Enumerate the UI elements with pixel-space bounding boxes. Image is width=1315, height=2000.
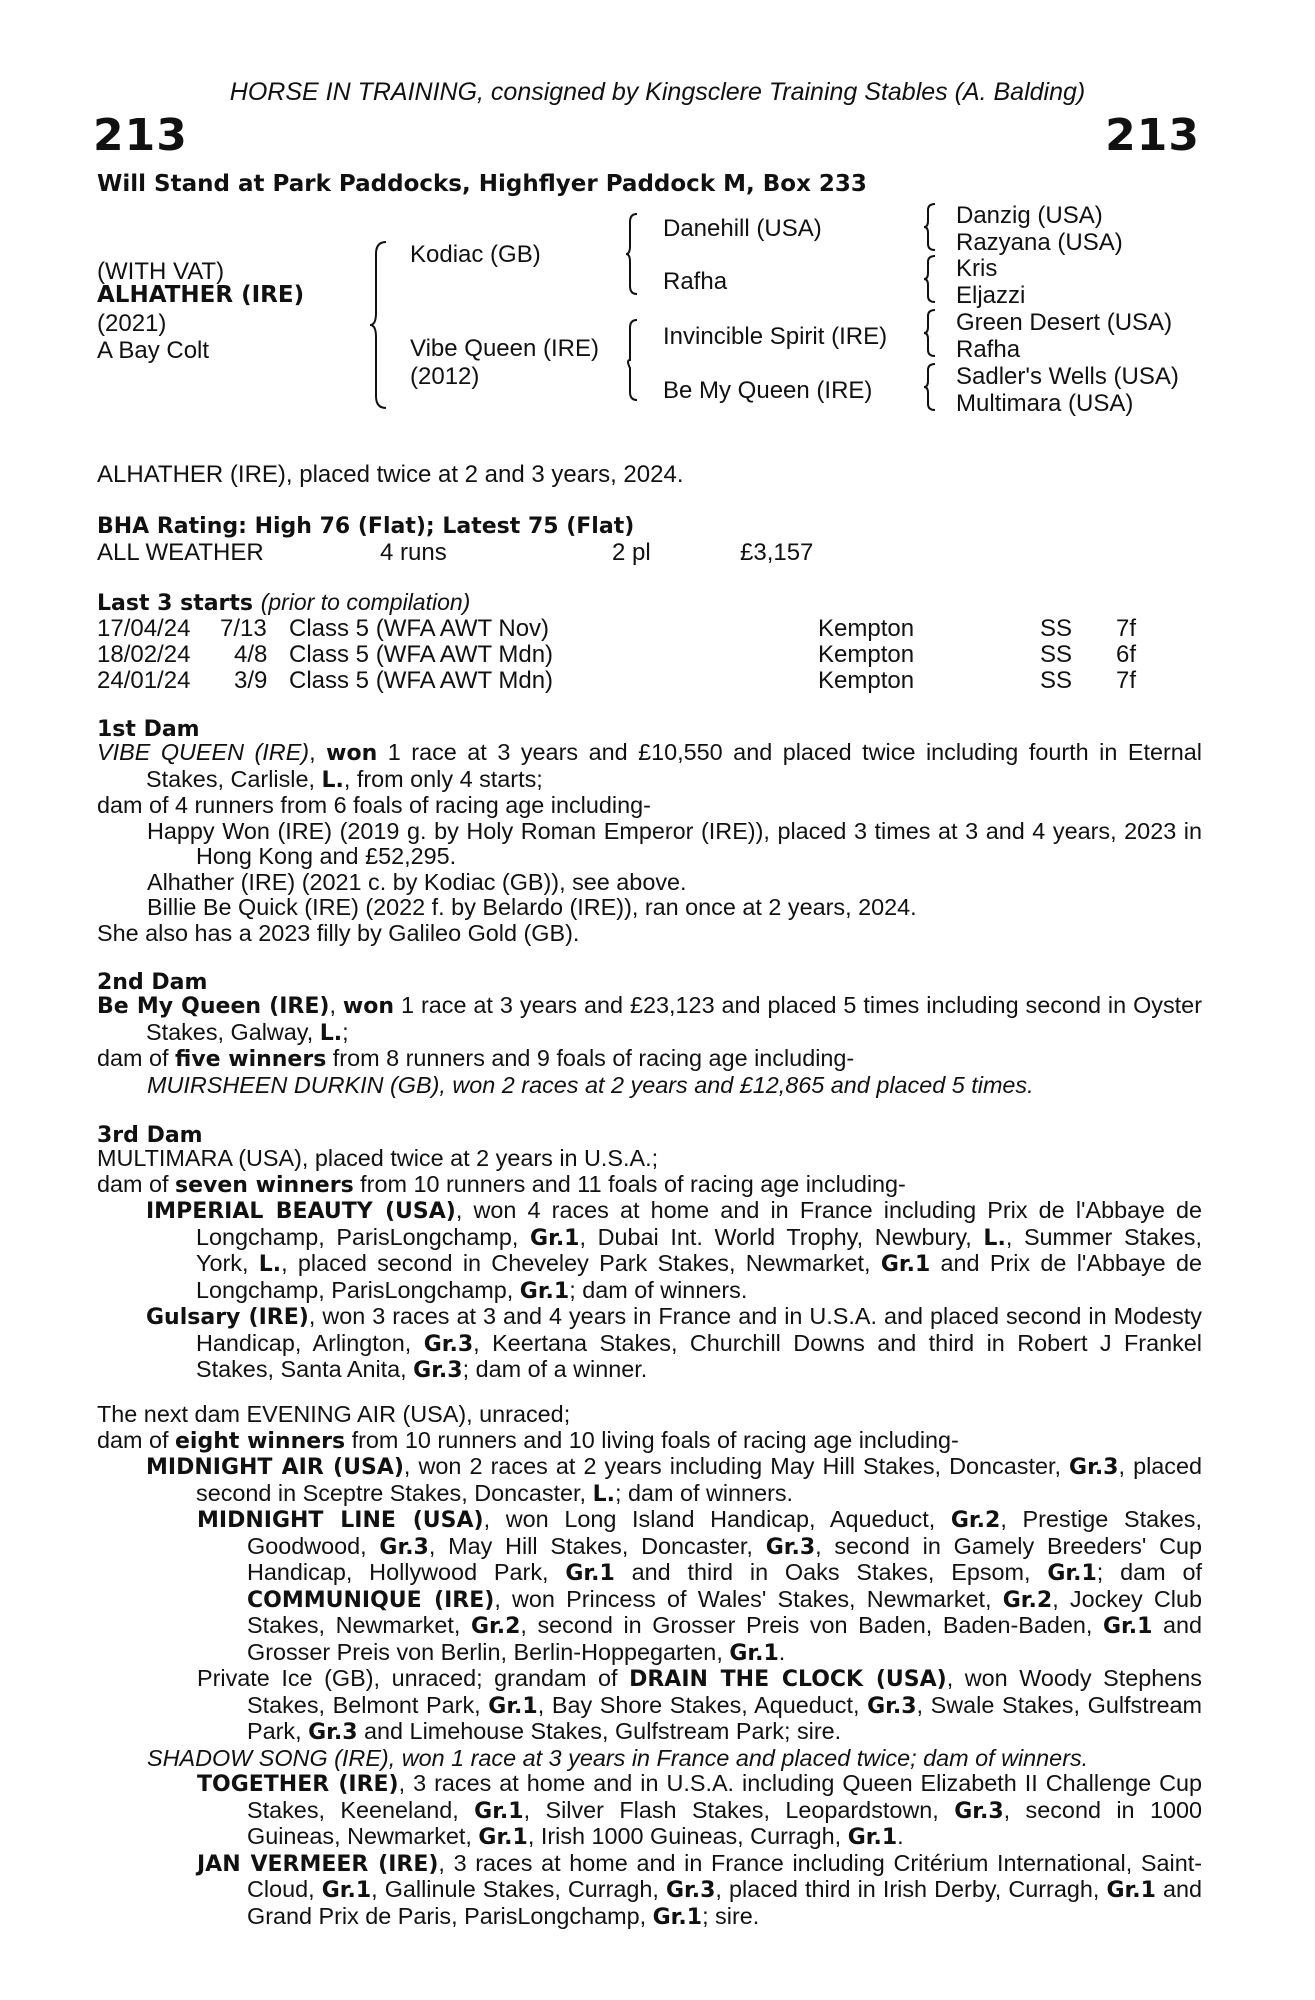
next-dam-intro: The next dam EVENING AIR (USA), unraced;: [97, 1401, 571, 1427]
third-dam-section: [97, 1146, 1202, 1384]
grade-label: Gr.3: [665, 1878, 716, 1903]
midnight-line-entry: MIDNIGHT LINE (USA), won Long Island Handicap, Aqueduct, Gr.2, Prestige Stakes, Goodwood, Gr.3, May Hill Stakes, Doncaster, Gr.3, second in Gamely Breeders' Cup Handicap, Hollywood Park, Gr.1 and third in Oaks Stakes, Epsom, Gr.1; dam of COMMUNIQUE (IRE), won Princess of Wales' Stakes, Newmarket, Gr.2, Jockey Club Stakes, Newmarket, Gr.2, second in Grosser Preis von Baden, Baden-Baden, Gr.1 and Grosser Preis von Berlin, Berlin-Hoppegarten, Gr.1.: [197, 1506, 1203, 1666]
pedigree-brace-g4: [922, 362, 938, 412]
start-position: 3/9: [234, 667, 268, 694]
pedigree-dam-dam: Be My Queen (IRE): [663, 377, 873, 404]
rating-runs: 4 runs: [380, 539, 447, 566]
pedigree-brace-sire: [624, 212, 640, 296]
shadow-song-entry: SHADOW SONG (IRE), won 1 race at 3 years in France and placed twice; dam of winners.: [147, 1744, 1089, 1771]
start-date: 18/02/24: [97, 641, 191, 668]
pedigree-sire-dam: Rafha: [663, 268, 728, 295]
consignment-line: HORSE IN TRAINING, consigned by Kingsclere Training Stables (A. Balding): [229, 78, 1086, 106]
grade-label: Gr.3: [1069, 1455, 1119, 1480]
third-dam-winners: seven winners: [175, 1172, 354, 1198]
start-date: 17/04/24: [97, 615, 191, 642]
grade-label: Gr.1: [1106, 1878, 1156, 1903]
grade-label: Gr.2: [470, 1614, 521, 1639]
grade-label: Gr.3: [867, 1693, 917, 1719]
grade-label: Gr.3: [954, 1798, 1004, 1824]
stand-location: Will Stand at Park Paddocks, Highflyer Paddock M, Box 233: [97, 171, 867, 197]
pedigree-dam-year: (2012): [410, 363, 480, 390]
next-dam-winners: eight winners: [175, 1428, 346, 1454]
grade-label: Gr.1: [847, 1825, 898, 1850]
start-going: SS: [1040, 641, 1073, 668]
listed-label: L.: [319, 1020, 343, 1046]
horse-description: A Bay Colt: [97, 337, 210, 364]
grade-label: Gr.3: [423, 1331, 474, 1357]
pedigree-g2: Razyana (USA): [956, 229, 1123, 256]
second-dam-record: 1 race at 3 years and £23,123 and placed 5 times including second in Oyster Stakes, Galway,: [146, 992, 1202, 1045]
pedigree-dam-sire: Invincible Spirit (IRE): [663, 323, 888, 350]
start-distance: 7f: [1116, 615, 1137, 642]
pedigree-brace-g2: [922, 254, 938, 304]
second-dam-won: won: [342, 994, 395, 1019]
lot-number-right: 213: [1105, 110, 1200, 161]
grade-label: Gr.1: [1102, 1614, 1153, 1639]
first-dam-heading: 1st Dam: [97, 717, 200, 742]
pedigree-g3: Kris: [956, 255, 998, 282]
pedigree-sire-sire: Danehill (USA): [663, 215, 822, 242]
first-dam-section: VIBE QUEEN (IRE), won 1 race at 3 years and £10,550 and placed twice including fourth in Eternal Stakes, Carlisle, L., from only 4 starts; dam of 4 runners from 6 foals of racing age including- Happy Won (IRE) (2019 g. by Holy Roman Emperor (IRE)), placed 3 times at 3 and 4 years, 2023 in Hong Kong and £52,295. Alhather (IRE) (2021 c. by Kodiac (GB)), see above. Billie Be Quick (IRE) (2022 f. by Belardo (IRE)), ran once at 2 years, 2024. She also has a 2023 filly by Galileo Gold (GB).: [97, 739, 1202, 946]
last-starts-note: (prior to compilation): [260, 589, 471, 615]
private-ice-entry: Private Ice (GB), unraced; grandam of DRAIN THE CLOCK (USA), won Woody Stephens Stakes, Belmont Park, Gr.1, Bay Shore Stakes, Aqueduct, Gr.3, Swale Stakes, Gulfstream Park, Gr.3 and Limehouse Stakes, Gulfstream Park; sire.: [197, 1665, 1203, 1745]
first-dam-foal-2: Alhather (IRE) (2021 c. by Kodiac (GB)), see above.: [147, 868, 687, 895]
pedigree-brace-g1: [922, 202, 938, 252]
second-dam-name: Be My Queen (IRE): [97, 994, 330, 1019]
imperial-beauty-name: IMPERIAL BEAUTY (USA): [146, 1199, 456, 1224]
pedigree-brace-g3: [922, 308, 938, 358]
start-position: 4/8: [234, 641, 268, 668]
last-starts-heading: [97, 589, 470, 616]
first-dam-record: 1 race at 3 years and £10,550 and placed twice including fourth in Eternal Stakes, Carlisle,: [146, 739, 1202, 792]
grade-label: Gr.1: [321, 1878, 372, 1903]
midnight-line-name: MIDNIGHT LINE (USA): [197, 1508, 484, 1533]
grade-label: Gr.1: [1047, 1561, 1097, 1586]
second-dam-heading: 2nd Dam: [97, 970, 208, 995]
start-distance: 6f: [1116, 641, 1137, 668]
third-dam-heading: 3rd Dam: [97, 1123, 203, 1148]
gulsary-name: Gulsary (IRE): [146, 1305, 309, 1330]
rating-placed: 2 pl: [612, 539, 651, 566]
horse-year: (2021): [97, 310, 167, 337]
grade-label: Gr.1: [478, 1825, 528, 1850]
start-going: SS: [1040, 667, 1073, 694]
first-dam-produce: dam of 4 runners from 6 foals of racing age including-: [97, 792, 651, 818]
grade-label: Gr.1: [519, 1278, 570, 1304]
listed-label: L.: [258, 1252, 282, 1277]
start-going: SS: [1040, 615, 1073, 642]
last-starts-title: Last 3 starts: [97, 591, 254, 616]
grade-label: Gr.2: [950, 1508, 1001, 1533]
first-dam-name: VIBE QUEEN (IRE): [97, 739, 310, 765]
third-dam-produce-a: dam of: [97, 1170, 176, 1197]
together-entry: TOGETHER (IRE), 3 races at home and in U.S.A. including Queen Elizabeth II Challenge Cup Stakes, Keeneland, Gr.1, Silver Flash Stakes, Leopardstown, Gr.3, second in 1000 Guineas, Newmarket, Gr.1, Irish 1000 Guineas, Curragh, Gr.1.: [197, 1770, 1202, 1850]
jan-vermeer-entry: JAN VERMEER (IRE), 3 races at home and in France including Critérium International, Saint-Cloud, Gr.1, Gallinule Stakes, Curragh, Gr.3, placed third in Irish Derby, Curragh, Gr.1 and Grand Prix de Paris, ParisLongchamp, Gr.1; sire.: [197, 1849, 1202, 1930]
grade-label: Gr.1: [565, 1561, 615, 1586]
grade-label: Gr.1: [729, 1640, 779, 1666]
start-race: Class 5 (WFA AWT Mdn): [289, 641, 554, 668]
next-dam-section: [97, 1402, 1202, 1930]
second-dam-winners: five winners: [175, 1047, 327, 1072]
vat-note: (WITH VAT): [97, 258, 225, 285]
pedigree-brace-main: [368, 240, 390, 410]
second-dam-produce-b: from 8 runners and 9 foals of racing age including-: [326, 1045, 855, 1071]
bha-rating: BHA Rating: High 76 (Flat); Latest 75 (Flat): [97, 514, 635, 539]
midnight-air-entry: MIDNIGHT AIR (USA), won 2 races at 2 years including May Hill Stakes, Doncaster, Gr.3, placed second in Sceptre Stakes, Doncaster, L.; dam of winners.: [146, 1453, 1202, 1507]
first-dam-won: won: [326, 741, 378, 766]
start-course: Kempton: [818, 667, 915, 694]
second-dam-foal-1: MUIRSHEEN DURKIN (GB), won 2 races at 2 years and £12,865 and placed 5 times.: [147, 1071, 1034, 1098]
lot-number-left: 213: [93, 110, 188, 161]
start-distance: 7f: [1116, 667, 1137, 694]
grade-label: Gr.1: [652, 1904, 703, 1930]
start-position: 7/13: [220, 615, 267, 642]
grade-label: Gr.1: [530, 1225, 580, 1251]
start-race: Class 5 (WFA AWT Mdn): [289, 667, 554, 694]
together-name: TOGETHER (IRE): [197, 1772, 399, 1797]
horse-name: ALHATHER (IRE): [97, 282, 305, 308]
drain-the-clock-name: DRAIN THE CLOCK (USA): [629, 1667, 947, 1692]
imperial-beauty-entry: IMPERIAL BEAUTY (USA), won 4 races at home and in France including Prix de l'Abbaye de Longchamp, ParisLongchamp, Gr.1, Dubai Int. World Trophy, Newbury, L., Summer Stakes, York, L., placed second in Cheveley Park Stakes, Newmarket, Gr.1 and Prix de l'Abbaye de Longchamp, ParisLongchamp, Gr.1; dam of winners.: [146, 1197, 1202, 1304]
second-dam-produce-a: dam of: [97, 1045, 176, 1071]
grade-label: Gr.3: [765, 1534, 816, 1560]
grade-label: Gr.1: [880, 1252, 931, 1277]
second-dam-section: Be My Queen (IRE), won 1 race at 3 years and £23,123 and placed 5 times including second in Oyster Stakes, Galway, L.; dam of five winners from 8 runners and 9 foals of racing age including- MUIRSHEEN DURKIN (GB), won 2 races at 2 years and £12,865 and placed 5 times.: [97, 992, 1202, 1098]
start-course: Kempton: [818, 641, 915, 668]
first-dam-foal-3: Billie Be Quick (IRE) (2022 f. by Belardo (IRE)), ran once at 2 years, 2024.: [147, 894, 917, 920]
pedigree-dam: Vibe Queen (IRE): [410, 335, 599, 362]
pedigree-g6: Rafha: [956, 336, 1021, 363]
pedigree-sire: Kodiac (GB): [410, 241, 541, 268]
grade-label: Gr.1: [474, 1798, 524, 1824]
next-dam-produce-b: from 10 runners and 10 living foals of racing age including-: [345, 1426, 959, 1453]
jan-vermeer-name: JAN VERMEER (IRE): [197, 1851, 439, 1877]
race-summary: ALHATHER (IRE), placed twice at 2 and 3 years, 2024.: [97, 461, 684, 488]
midnight-air-name: MIDNIGHT AIR (USA): [146, 1455, 404, 1480]
grade-label: Gr.1: [488, 1693, 538, 1719]
listed-label: L.: [321, 767, 344, 793]
communique-name: COMMUNIQUE (IRE): [247, 1587, 495, 1613]
start-race: Class 5 (WFA AWT Nov): [289, 615, 550, 642]
start-course: Kempton: [818, 615, 915, 642]
first-dam-extra: She also has a 2023 filly by Galileo Gold (GB).: [97, 919, 580, 946]
gulsary-entry: Gulsary (IRE), won 3 races at 3 and 4 years in France and in U.S.A. and placed second in Modesty Handicap, Arlington, Gr.3, Keertana Stakes, Churchill Downs and third in Robert J Frankel Stakes, Santa Anita, Gr.3; dam of a winner.: [146, 1303, 1202, 1383]
listed-label: L.: [592, 1481, 615, 1507]
second-dam-record-end: ;: [342, 1018, 349, 1045]
start-date: 24/01/24: [97, 667, 191, 694]
third-dam-record: MULTIMARA (USA), placed twice at 2 years in U.S.A.;: [97, 1145, 659, 1171]
pedigree-g5: Green Desert (USA): [956, 309, 1173, 336]
pedigree-g4: Eljazzi: [956, 282, 1026, 309]
grade-label: Gr.3: [308, 1720, 358, 1745]
pedigree-g1: Danzig (USA): [956, 202, 1103, 229]
rating-earnings: £3,157: [740, 539, 814, 566]
grade-label: Gr.3: [413, 1358, 463, 1383]
first-dam-record-end: , from only 4 starts;: [343, 765, 543, 792]
first-dam-foal-1: Happy Won (IRE) (2019 g. by Holy Roman Emperor (IRE)), placed 3 times at 3 and 4 years, 2023 in Hong Kong and £52,295.: [147, 817, 1202, 869]
grade-label: Gr.3: [379, 1534, 429, 1560]
rating-surface: ALL WEATHER: [97, 539, 264, 566]
pedigree-brace-dam: [624, 318, 640, 402]
pedigree-g8: Multimara (USA): [956, 390, 1134, 417]
third-dam-produce-b: from 10 runners and 11 foals of racing age including-: [353, 1170, 906, 1197]
pedigree-g7: Sadler's Wells (USA): [956, 363, 1179, 390]
next-dam-produce-a: dam of: [97, 1426, 176, 1453]
grade-label: Gr.2: [1002, 1587, 1053, 1613]
listed-label: L.: [983, 1225, 1006, 1251]
